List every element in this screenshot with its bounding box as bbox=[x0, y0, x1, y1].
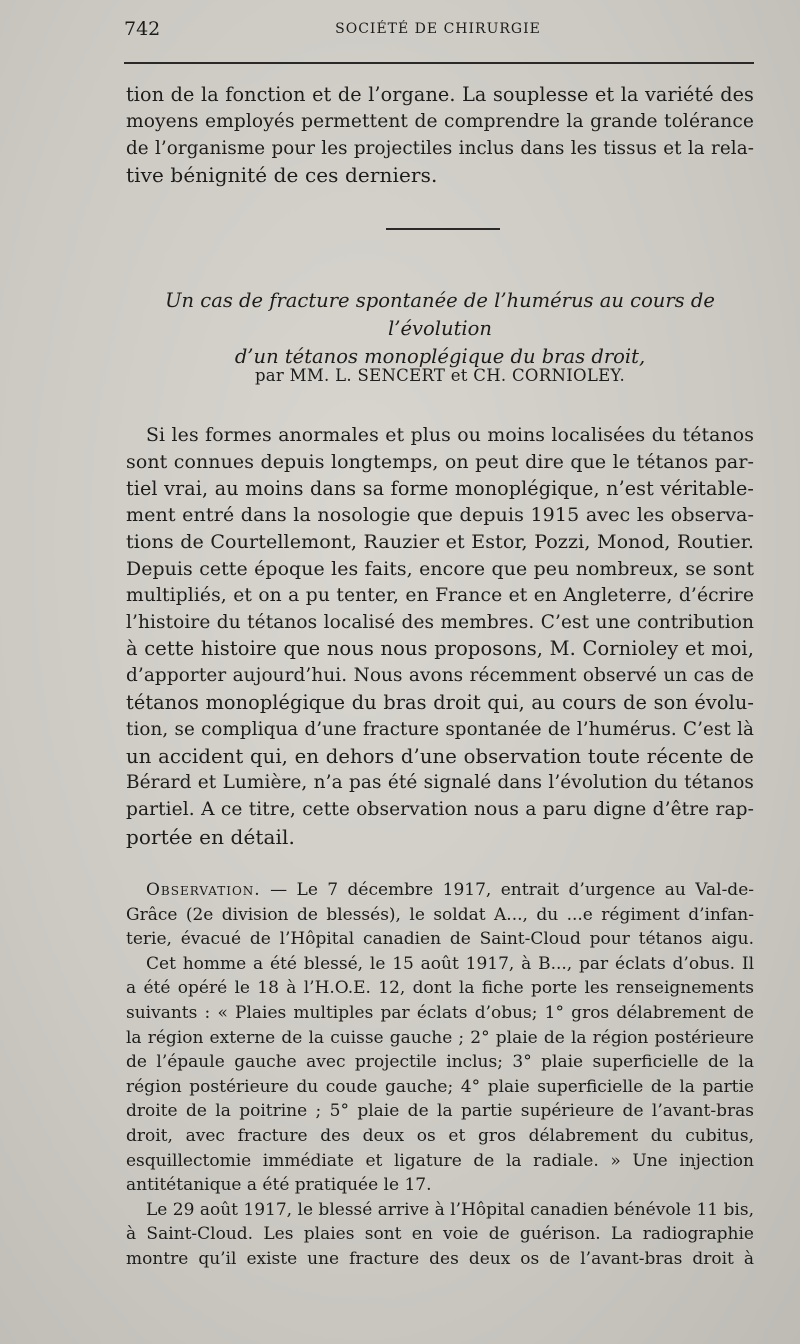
observation-text: — Le 7 décembre 1917, entrait d’urgence au Val-de- bbox=[270, 880, 754, 900]
text-line: partiel. A ce titre, cette observation nous a paru digne d’être rap- bbox=[126, 799, 754, 821]
text-line: ment entré dans la nosologie que depuis 1915 avec les observa- bbox=[126, 504, 754, 527]
observation-label: Observation. bbox=[146, 880, 261, 900]
text-line: la région externe de la cuisse gauche ; 2° plaie de la région postérieure bbox=[126, 1027, 754, 1048]
text-line: esquillectomie immédiate et ligature de la radiale. » Une injection bbox=[126, 1150, 754, 1171]
header-rule bbox=[124, 62, 754, 64]
text-line: Depuis cette époque les faits, encore que peu nombreux, se sont bbox=[126, 557, 754, 580]
observation-section bbox=[126, 878, 754, 1272]
text-line: montre qu’il existe une fracture des deux os de l’avant-bras droit à bbox=[126, 1248, 754, 1269]
text-line: suivants : « Plaies multiples par éclats d’obus; 1° gros délabrement de bbox=[126, 1002, 754, 1023]
text-line: de l’épaule gauche avec projectile inclus; 3° plaie superficielle de la bbox=[126, 1052, 754, 1073]
text-line: tion, se compliqua d’une fracture spontanée de l’humérus. C’est là bbox=[126, 718, 754, 740]
text-line: tions de Courtellemont, Rauzier et Estor, Pozzi, Monod, Routier. bbox=[126, 531, 754, 554]
running-title: SOCIÉTÉ DE CHIRURGIE bbox=[335, 21, 541, 37]
section-separator bbox=[386, 228, 500, 230]
text-line: tiel vrai, au moins dans sa forme monoplégique, n’est véritable- bbox=[126, 476, 754, 500]
text-line: Cet homme a été blessé, le 15 août 1917, à B..., par éclats d’obus. Il bbox=[146, 953, 754, 974]
text-line: portée en détail. bbox=[126, 824, 295, 849]
text-line: droit, avec fracture des deux os et gros délabrement du cubitus, bbox=[126, 1125, 754, 1146]
text-line: sont connues depuis longtemps, on peut dire que le tétanos par- bbox=[126, 450, 754, 473]
text-line: tion de la fonction et de l’organe. La souplesse et la variété des bbox=[126, 83, 754, 106]
intro-paragraph bbox=[126, 82, 754, 189]
text-line: Bérard et Lumière, n’a pas été signalé dans l’évolution du tétanos bbox=[126, 772, 754, 794]
text-line: Le 29 août 1917, le blessé arrive à l’Hôpital canadien bénévole 11 bis, bbox=[146, 1199, 754, 1220]
text-line: a été opéré le 18 à l’H.O.E. 12, dont la fiche porte les renseignements bbox=[126, 978, 754, 999]
text-line: Grâce (2e division de blessés), le soldat A..., du ...e régiment d’infan- bbox=[126, 904, 754, 925]
article-title bbox=[120, 287, 760, 371]
text-line: à Saint-Cloud. Les plaies sont en voie de guérison. La radiographie bbox=[126, 1224, 754, 1245]
text-line: un accident qui, en dehors d’une observation toute récente de bbox=[126, 744, 754, 768]
body-paragraph bbox=[126, 422, 754, 851]
text-line: région postérieure du coude gauche; 4° plaie superficielle de la partie bbox=[126, 1076, 754, 1097]
text-line: à cette histoire que nous nous proposons, M. Cornioley et moi, bbox=[126, 637, 754, 661]
text-line: l’histoire du tétanos localisé des membres. C’est une contribution bbox=[126, 611, 754, 633]
text-line: tétanos monoplégique du bras droit qui, au cours de son évolu- bbox=[126, 690, 754, 714]
text-line: tive bénignité de ces derniers. bbox=[126, 163, 438, 188]
text-line bbox=[126, 878, 754, 903]
article-title-line: Un cas de fracture spontanée de l’humérus au cours de l’évolution bbox=[165, 289, 715, 340]
page-number: 742 bbox=[124, 18, 161, 40]
article-authors: par MM. L. SENCERT et CH. CORNIOLEY. bbox=[254, 366, 626, 385]
text-line: droite de la poitrine ; 5° plaie de la partie supérieure de l’avant-bras bbox=[126, 1101, 754, 1122]
text-line: de l’organisme pour les projectiles inclus dans les tissus et la rela- bbox=[126, 137, 754, 159]
text-line: Si les formes anormales et plus ou moins localisées du tétanos bbox=[146, 424, 754, 446]
running-header bbox=[124, 18, 752, 46]
text-line: multipliés, et on a pu tenter, en France et en Angleterre, d’écrire bbox=[126, 584, 754, 606]
text-line: d’apporter aujourd’hui. Nous avons récemment observé un cas de bbox=[126, 665, 754, 687]
text-line: moyens employés permettent de comprendre la grande tolérance bbox=[126, 110, 754, 132]
article-title-line: d’un tétanos monoplégique du bras droit, bbox=[234, 345, 646, 368]
text-line: antitétanique a été pratiquée le 17. bbox=[126, 1175, 432, 1196]
text-line: terie, évacué de l’Hôpital canadien de Saint-Cloud pour tétanos aigu. bbox=[126, 929, 754, 950]
